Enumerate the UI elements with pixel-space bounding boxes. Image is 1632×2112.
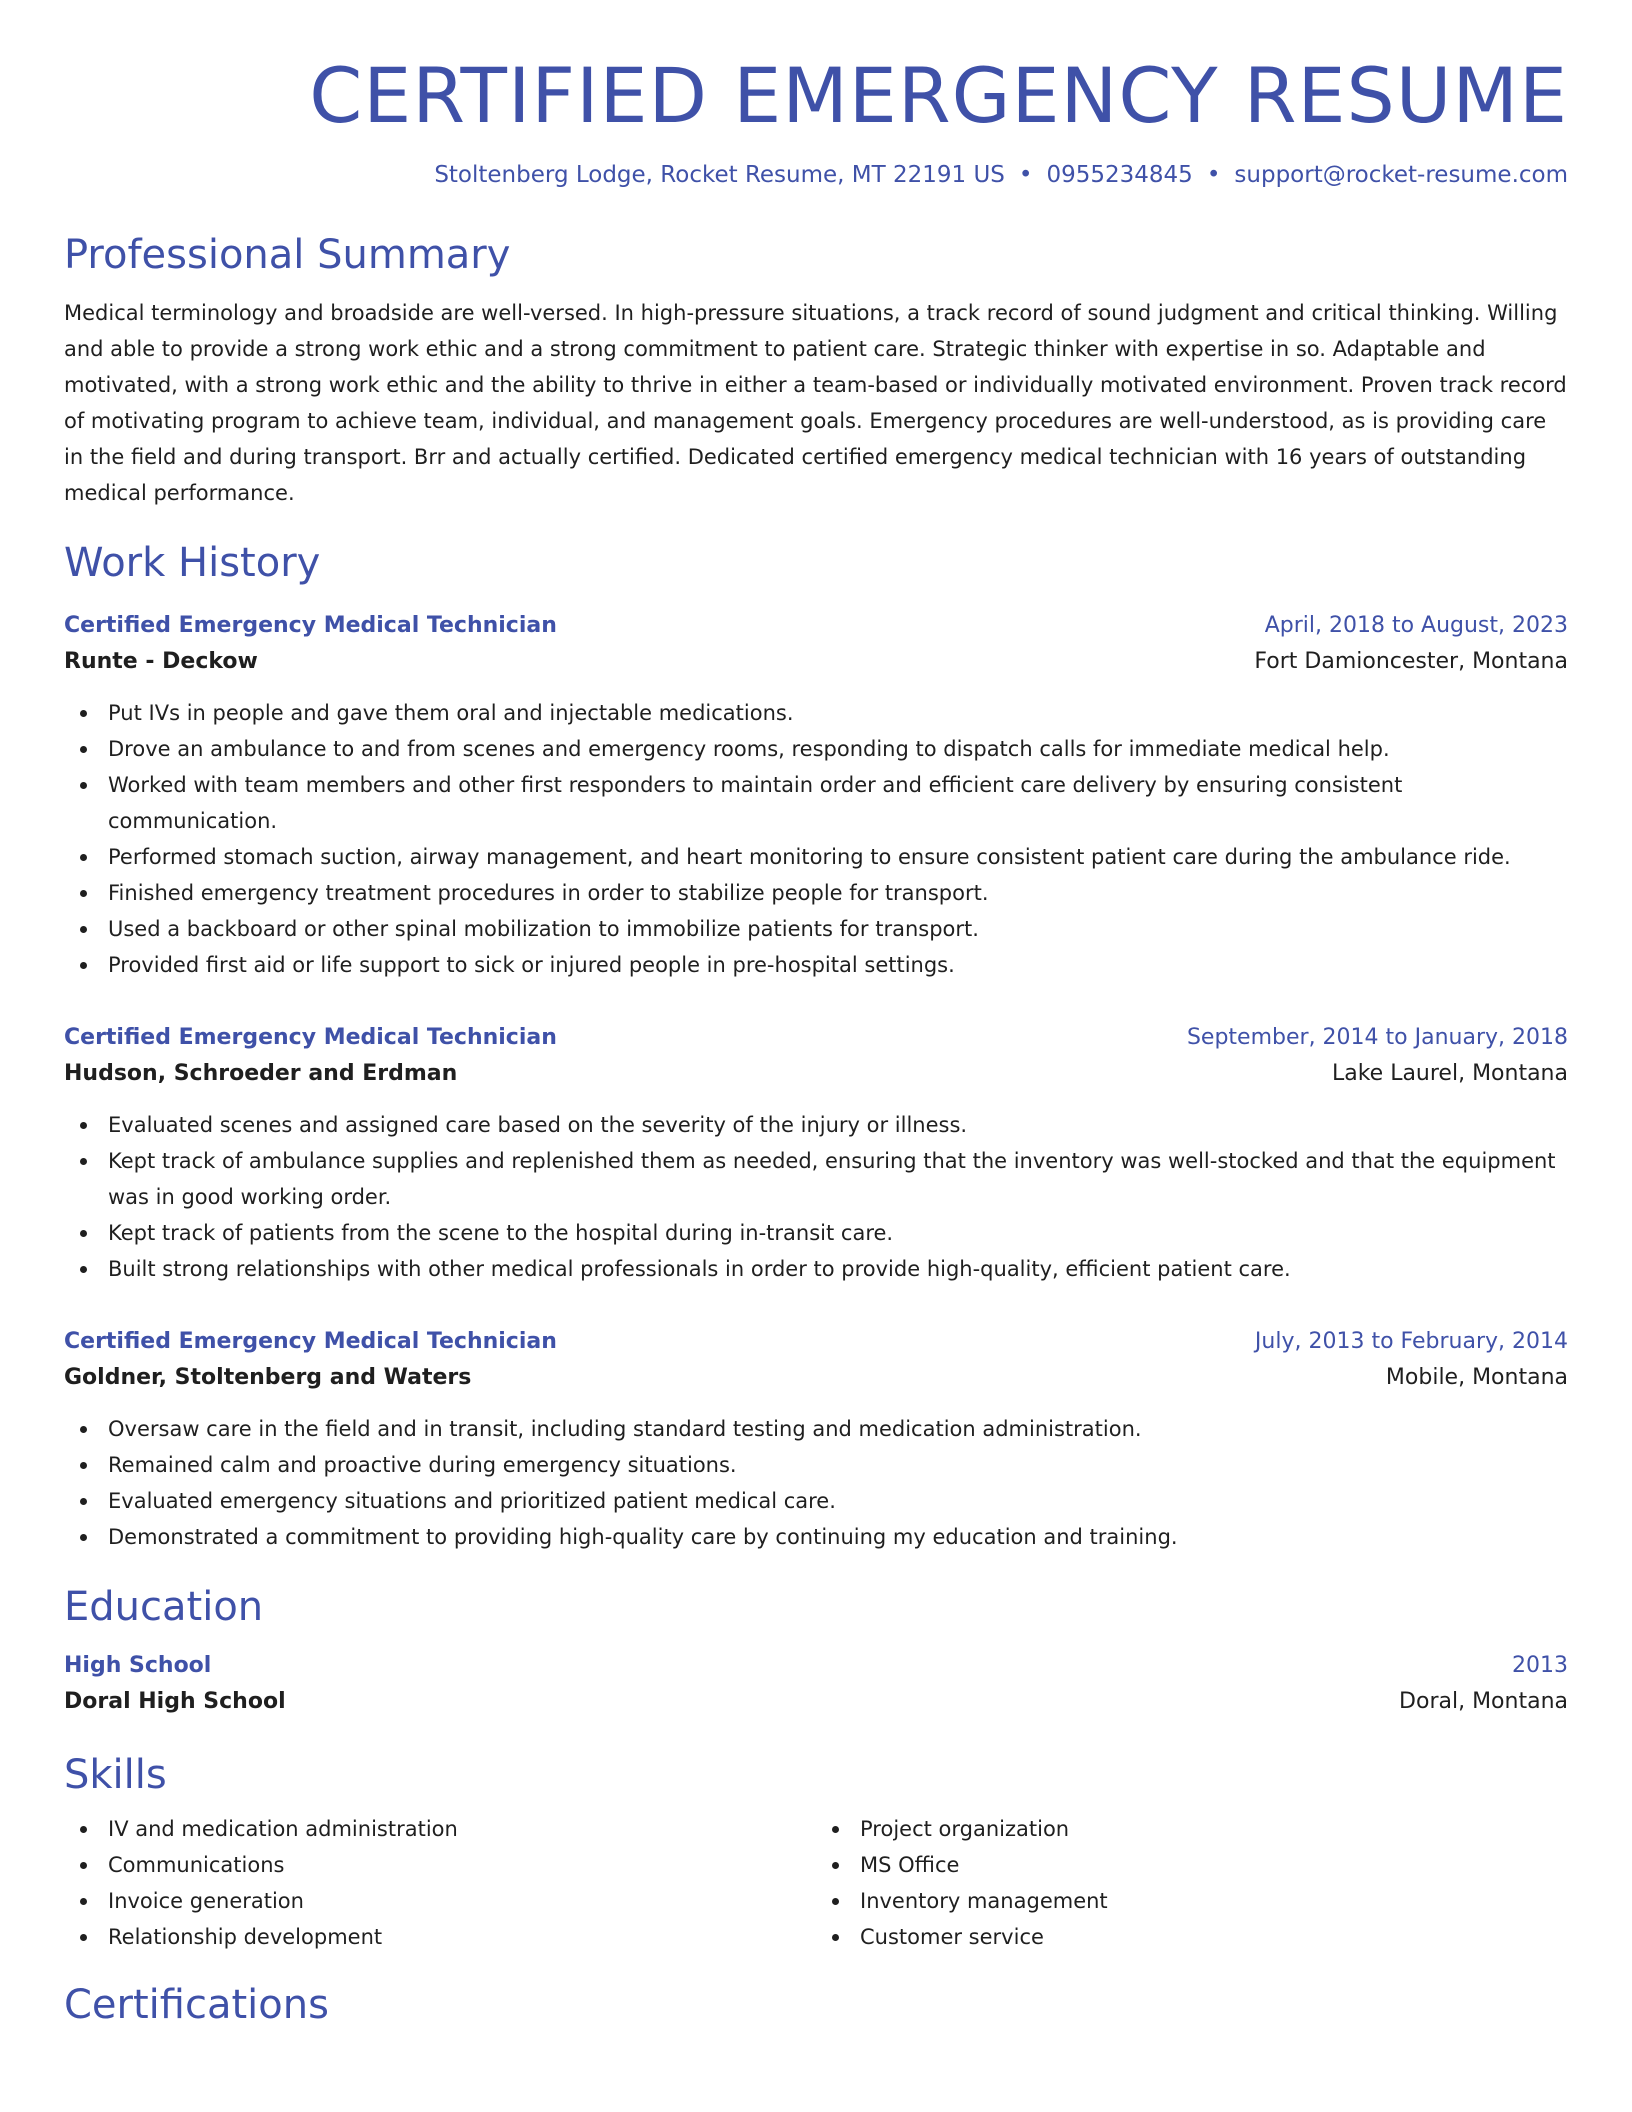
job-bullet: Remained calm and proactive during emergency situations. xyxy=(64,1447,1568,1483)
job-bullet: Worked with team members and other first responders to maintain order and efficient care delivery by ensuring consistent communication. xyxy=(64,767,1568,839)
job-bullet: Put IVs in people and gave them oral and injectable medications. xyxy=(64,695,1568,731)
job-location: Lake Laurel, Montana xyxy=(1331,1061,1568,1087)
job-employer: Hudson, Schroeder and Erdman xyxy=(64,1061,458,1087)
job-entry xyxy=(64,609,1568,983)
job-bullet: Demonstrated a commitment to providing high-quality care by continuing my education and training. xyxy=(64,1519,1568,1555)
job-employer: Goldner, Stoltenberg and Waters xyxy=(64,1365,472,1391)
job-dates: April, 2018 to August, 2023 xyxy=(1264,613,1568,639)
job-bullet: Kept track of patients from the scene to the hospital during in-transit care. xyxy=(64,1215,1568,1251)
job-location: Fort Damioncester, Montana xyxy=(1254,649,1568,675)
contact-email: support@rocket-resume.com xyxy=(1234,162,1568,189)
contact-phone: 0955234845 xyxy=(1046,162,1193,189)
job-bullet: Built strong relationships with other medical professionals in order to provide high-quality, efficient patient care. xyxy=(64,1251,1568,1287)
skill-item: Invoice generation xyxy=(64,1883,816,1919)
skill-item: MS Office xyxy=(816,1847,1568,1883)
job-dates: July, 2013 to February, 2014 xyxy=(1254,1329,1568,1355)
contact-separator: • xyxy=(1206,162,1221,189)
skill-item: Project organization xyxy=(816,1811,1568,1847)
education-entry xyxy=(64,1649,1568,1721)
job-entry xyxy=(64,1021,1568,1287)
job-bullet: Drove an ambulance to and from scenes and emergency rooms, responding to dispatch calls for immediate medical help. xyxy=(64,731,1568,767)
job-bullets xyxy=(64,1411,1568,1555)
summary-text: Medical terminology and broadside are well-versed. In high-pressure situations, a track record of sound judgment and critical thinking. Willing and able to provide a strong work ethic and a strong commitment to patient care. Strategic thinker with expertise in so. Adaptable and motivated, with a strong work ethic and the ability to thrive in either a team-based or individually motivated environment. Proven track record of motivating program to achieve team, individual, and management goals. Emergency procedures are well-understood, as is providing care in the field and during transport. Brr and actually certified. Dedicated certified emergency medical technician with 16 years of outstanding medical performance. xyxy=(64,301,1567,506)
education-school: Doral High School xyxy=(64,1689,286,1715)
job-title: Certified Emergency Medical Technician xyxy=(64,1329,557,1355)
education-year: 2013 xyxy=(1512,1653,1568,1679)
resume-title: CERTIFIED EMERGENCY RESUME xyxy=(309,51,1568,140)
education-location: Doral, Montana xyxy=(1399,1689,1568,1715)
section-heading-certifications: Certifications xyxy=(64,1982,329,2029)
job-bullet: Provided first aid or life support to sick or injured people in pre-hospital settings. xyxy=(64,947,1568,983)
contact-address: Stoltenberg Lodge, Rocket Resume, MT 22191 US xyxy=(434,162,1005,189)
skills-column-right xyxy=(816,1811,1568,1955)
job-employer: Runte - Deckow xyxy=(64,649,258,675)
skills-column-left xyxy=(64,1811,816,1955)
job-bullets xyxy=(64,695,1568,983)
section-heading-summary: Professional Summary xyxy=(64,232,511,279)
job-bullet: Finished emergency treatment procedures in order to stabilize people for transport. xyxy=(64,875,1568,911)
job-bullet: Kept track of ambulance supplies and replenished them as needed, ensuring that the inventory was well-stocked and that the equipment was in good working order. xyxy=(64,1143,1568,1215)
skill-item: IV and medication administration xyxy=(64,1811,816,1847)
skill-item: Inventory management xyxy=(816,1883,1568,1919)
job-bullet: Evaluated scenes and assigned care based on the severity of the injury or illness. xyxy=(64,1107,1568,1143)
contact-separator: • xyxy=(1018,162,1033,189)
education-degree: High School xyxy=(64,1653,212,1679)
skill-item: Customer service xyxy=(816,1919,1568,1955)
job-bullet: Oversaw care in the field and in transit, including standard testing and medication administration. xyxy=(64,1411,1568,1447)
job-bullet: Performed stomach suction, airway management, and heart monitoring to ensure consistent patient care during the ambulance ride. xyxy=(64,839,1568,875)
job-bullets xyxy=(64,1107,1568,1287)
skill-item: Relationship development xyxy=(64,1919,816,1955)
section-heading-work-history: Work History xyxy=(64,540,321,587)
section-heading-skills: Skills xyxy=(64,1752,167,1799)
job-location: Mobile, Montana xyxy=(1385,1365,1568,1391)
job-entry xyxy=(64,1325,1568,1555)
skill-item: Communications xyxy=(64,1847,816,1883)
job-bullet: Evaluated emergency situations and prioritized patient medical care. xyxy=(64,1483,1568,1519)
job-dates: September, 2014 to January, 2018 xyxy=(1186,1025,1568,1051)
job-title: Certified Emergency Medical Technician xyxy=(64,1025,557,1051)
job-title: Certified Emergency Medical Technician xyxy=(64,613,557,639)
section-heading-education: Education xyxy=(64,1584,264,1631)
skills-list xyxy=(64,1811,1568,1955)
contact-line xyxy=(64,161,1568,191)
job-bullet: Used a backboard or other spinal mobilization to immobilize patients for transport. xyxy=(64,911,1568,947)
